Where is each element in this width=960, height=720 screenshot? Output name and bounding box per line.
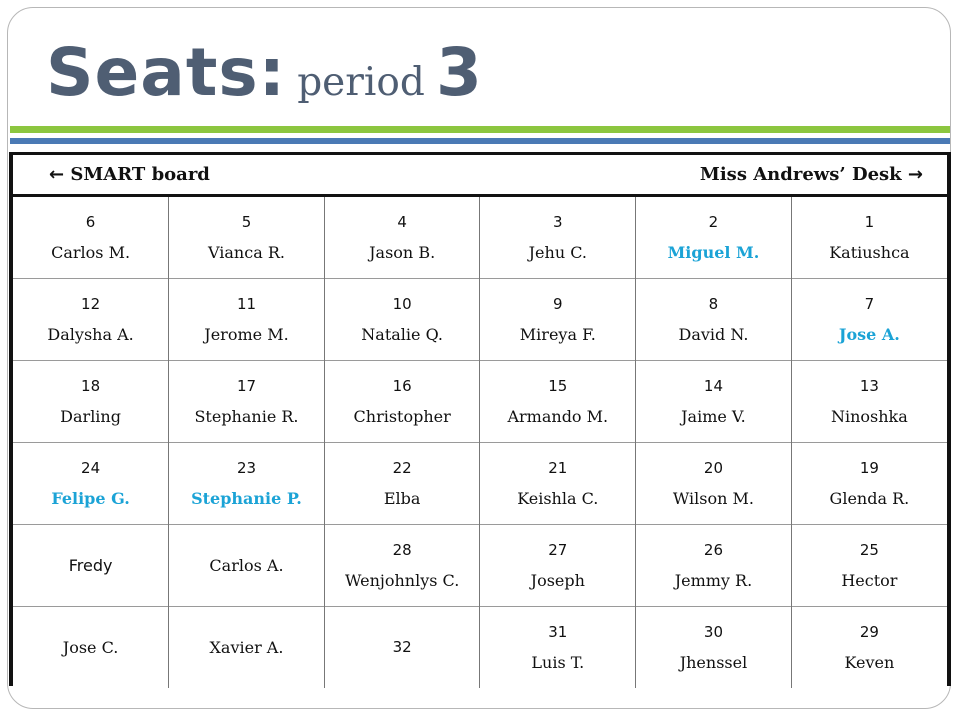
seat-cell xyxy=(636,443,792,525)
seat-row xyxy=(13,607,947,689)
divider-blue xyxy=(10,138,950,144)
student-name: Felipe G. xyxy=(51,489,130,508)
seat-number: 10 xyxy=(392,295,412,313)
seat-cell xyxy=(636,279,792,361)
seat-cell xyxy=(791,525,947,607)
seat-number: 29 xyxy=(859,623,879,641)
seat-cell xyxy=(791,607,947,689)
student-name: Darling xyxy=(60,407,121,426)
seat-cell xyxy=(169,361,325,443)
seat-cell xyxy=(480,607,636,689)
student-name: Carlos A. xyxy=(209,556,284,575)
seat-cell xyxy=(791,361,947,443)
seat-cell xyxy=(636,197,792,279)
divider-green xyxy=(10,126,950,133)
seat-row xyxy=(13,279,947,361)
seat-cell xyxy=(13,361,169,443)
student-name: Carlos M. xyxy=(51,243,131,262)
student-name: Christopher xyxy=(353,407,451,426)
seat-cell xyxy=(169,443,325,525)
seat-number: 1 xyxy=(864,213,875,231)
seat-number: 20 xyxy=(703,459,723,477)
seat-cell xyxy=(324,525,480,607)
student-name: Hector xyxy=(841,571,898,590)
student-name: Armando M. xyxy=(507,407,609,426)
student-name: Mireya F. xyxy=(519,325,596,344)
student-name: Jerome M. xyxy=(204,325,289,344)
student-name: Natalie Q. xyxy=(361,325,443,344)
seat-number: 4 xyxy=(397,213,407,231)
title-number: 3 xyxy=(435,34,482,111)
seat-cell xyxy=(324,197,480,279)
student-name: Fredy xyxy=(68,556,113,575)
seat-number: 27 xyxy=(548,541,568,559)
seat-cell xyxy=(480,525,636,607)
seat-number: 26 xyxy=(703,541,723,559)
student-name: Stephanie P. xyxy=(191,489,302,508)
seat-cell xyxy=(791,197,947,279)
seat-cell xyxy=(169,525,325,607)
seat-number: 22 xyxy=(392,459,412,477)
seat-cell xyxy=(791,279,947,361)
seat-cell xyxy=(13,443,169,525)
seat-number: 23 xyxy=(236,459,257,477)
seat-number: 11 xyxy=(236,295,257,313)
seat-number: 17 xyxy=(236,377,257,395)
smart-board-text: SMART board xyxy=(70,164,210,185)
student-name: Ninoshka xyxy=(830,407,908,426)
student-name: Wilson M. xyxy=(672,489,754,508)
seat-number: 9 xyxy=(553,295,563,313)
seat-cell xyxy=(169,279,325,361)
seat-cell xyxy=(13,197,169,279)
seat-row xyxy=(13,197,947,279)
title-main: Seats: xyxy=(46,34,287,111)
seat-number: 2 xyxy=(708,213,719,231)
student-name: Miguel M. xyxy=(667,243,760,262)
seat-cell xyxy=(169,607,325,689)
seat-cell xyxy=(480,279,636,361)
seat-cell xyxy=(636,607,792,689)
seat-number: 5 xyxy=(241,213,252,231)
seat-number: 8 xyxy=(708,295,719,313)
seat-row xyxy=(13,525,947,607)
front-of-room xyxy=(13,155,947,197)
seat-cell xyxy=(480,197,636,279)
seat-number: 19 xyxy=(859,459,879,477)
seat-number: 21 xyxy=(548,459,568,477)
seat-cell xyxy=(324,443,480,525)
seat-number: 12 xyxy=(81,295,101,313)
seat-cell xyxy=(636,525,792,607)
seat-row xyxy=(13,443,947,525)
student-name: Wenjohnlys C. xyxy=(344,571,460,590)
seat-number: 24 xyxy=(81,459,101,477)
seat-grid xyxy=(13,197,947,688)
student-name: Keishla C. xyxy=(517,489,599,508)
seat-cell xyxy=(169,197,325,279)
student-name: Katiushca xyxy=(829,243,910,262)
seat-cell xyxy=(13,279,169,361)
teacher-desk-label xyxy=(700,164,923,185)
seat-cell xyxy=(324,279,480,361)
student-name: Jaime V. xyxy=(681,407,746,426)
seat-number: 14 xyxy=(703,377,723,395)
seat-cell xyxy=(636,361,792,443)
seat-cell xyxy=(13,525,169,607)
student-name: Dalysha A. xyxy=(47,325,134,344)
title-period: period xyxy=(297,60,425,105)
seat-number: 30 xyxy=(703,623,723,641)
right-arrow-icon: → xyxy=(907,164,923,185)
teacher-desk-text: Miss Andrews’ Desk xyxy=(699,164,902,185)
seat-number: 25 xyxy=(859,541,879,559)
seat-number: 32 xyxy=(392,638,412,656)
seat-cell xyxy=(324,607,480,689)
student-name: Jose C. xyxy=(62,638,119,657)
smart-board-label xyxy=(49,164,210,185)
page-title xyxy=(46,34,482,111)
student-name: Xavier A. xyxy=(209,638,284,657)
left-arrow-icon: ← xyxy=(49,164,65,185)
student-name: Keven xyxy=(844,653,895,672)
student-name: Jemmy R. xyxy=(674,571,753,590)
seating-chart xyxy=(9,152,951,686)
seat-number: 18 xyxy=(81,377,101,395)
seat-cell xyxy=(324,361,480,443)
seat-cell xyxy=(13,607,169,689)
student-name: Luis T. xyxy=(531,653,585,672)
student-name: Glenda R. xyxy=(829,489,910,508)
seat-cell xyxy=(791,443,947,525)
student-name: Stephanie R. xyxy=(194,407,299,426)
student-name: Jhenssel xyxy=(679,653,748,672)
seat-cell xyxy=(480,361,636,443)
student-name: David N. xyxy=(678,325,749,344)
seat-number: 7 xyxy=(864,295,875,313)
seat-number: 15 xyxy=(548,377,568,395)
student-name: Jason B. xyxy=(369,243,436,262)
seat-number: 31 xyxy=(548,623,568,641)
seat-cell xyxy=(480,443,636,525)
seat-number: 16 xyxy=(392,377,412,395)
seat-row xyxy=(13,361,947,443)
student-name: Jose A. xyxy=(838,325,900,344)
seat-number: 28 xyxy=(392,541,412,559)
student-name: Jehu C. xyxy=(528,243,587,262)
seat-number: 3 xyxy=(553,213,563,231)
seat-number: 13 xyxy=(859,377,879,395)
student-name: Elba xyxy=(383,489,421,508)
seat-number: 6 xyxy=(85,213,96,231)
student-name: Joseph xyxy=(530,571,585,590)
student-name: Vianca R. xyxy=(208,243,285,262)
